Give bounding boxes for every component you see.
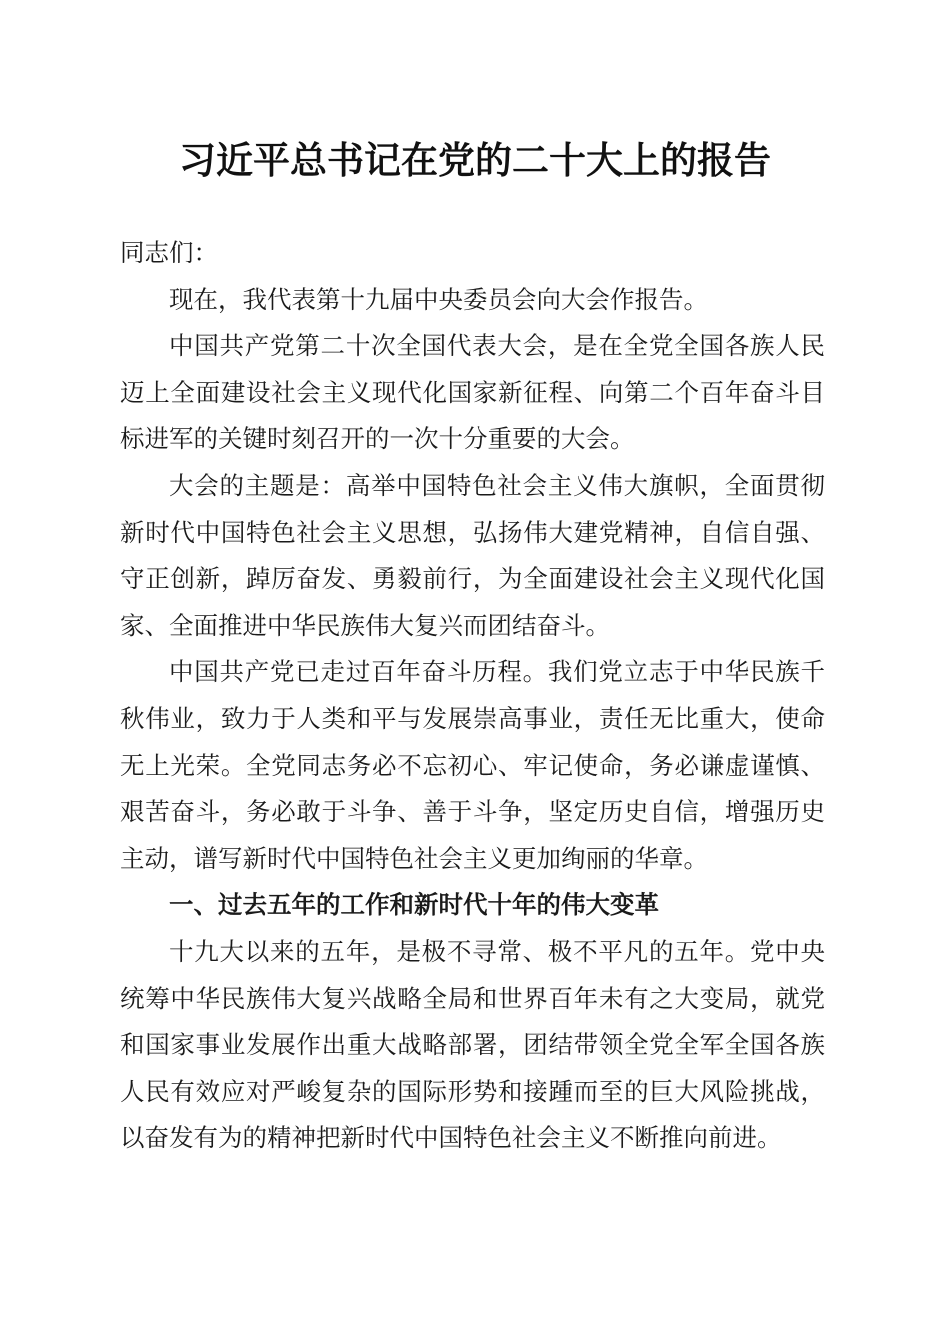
salutation: 同志们： bbox=[120, 238, 218, 267]
document-title: 习近平总书记在党的二十大上的报告 bbox=[179, 138, 771, 182]
section-paragraph: 十九大以来的五年，是极不寻常、极不平凡的五年。党中央统筹中华民族伟大复兴战略全局和世界百年未有之大变局，就党和国家事业发展作出重大战略部署，团结带领全党全军全国各族人民有效应对严峻复杂的国际形势和接踵而至的巨大风险挑战，以奋发有为的精神把新时代中国特色社会主义不断推向前进。 bbox=[120, 936, 825, 1153]
paragraph-2: 中国共产党第二十次全国代表大会，是在全党全国各族人民迈上全面建设社会主义现代化国家新征程、向第二个百年奋斗目标进军的关键时刻召开的一次十分重要的大会。 bbox=[120, 331, 825, 454]
paragraph-1: 现在，我代表第十九届中央委员会向大会作报告。 bbox=[169, 284, 708, 314]
paragraph-3: 大会的主题是：高举中国特色社会主义伟大旗帜，全面贯彻新时代中国特色社会主义思想，弘扬伟大建党精神，自信自强、守正创新，踔厉奋发、勇毅前行，为全面建设社会主义现代化国家、全面推进中华民族伟大复兴而团结奋斗。 bbox=[120, 470, 825, 640]
paragraph-4: 中国共产党已走过百年奋斗历程。我们党立志于中华民族千秋伟业，致力于人类和平与发展崇高事业，责任无比重大，使命无上光荣。全党同志务必不忘初心、牢记使命，务必谦虚谨慎、艰苦奋斗，务必敢于斗争、善于斗争，坚定历史自信，增强历史主动，谱写新时代中国特色社会主义更加绚丽的华章。 bbox=[120, 657, 825, 873]
document-body bbox=[120, 230, 825, 1162]
section-heading: 一、过去五年的工作和新时代十年的伟大变革 bbox=[169, 890, 659, 920]
